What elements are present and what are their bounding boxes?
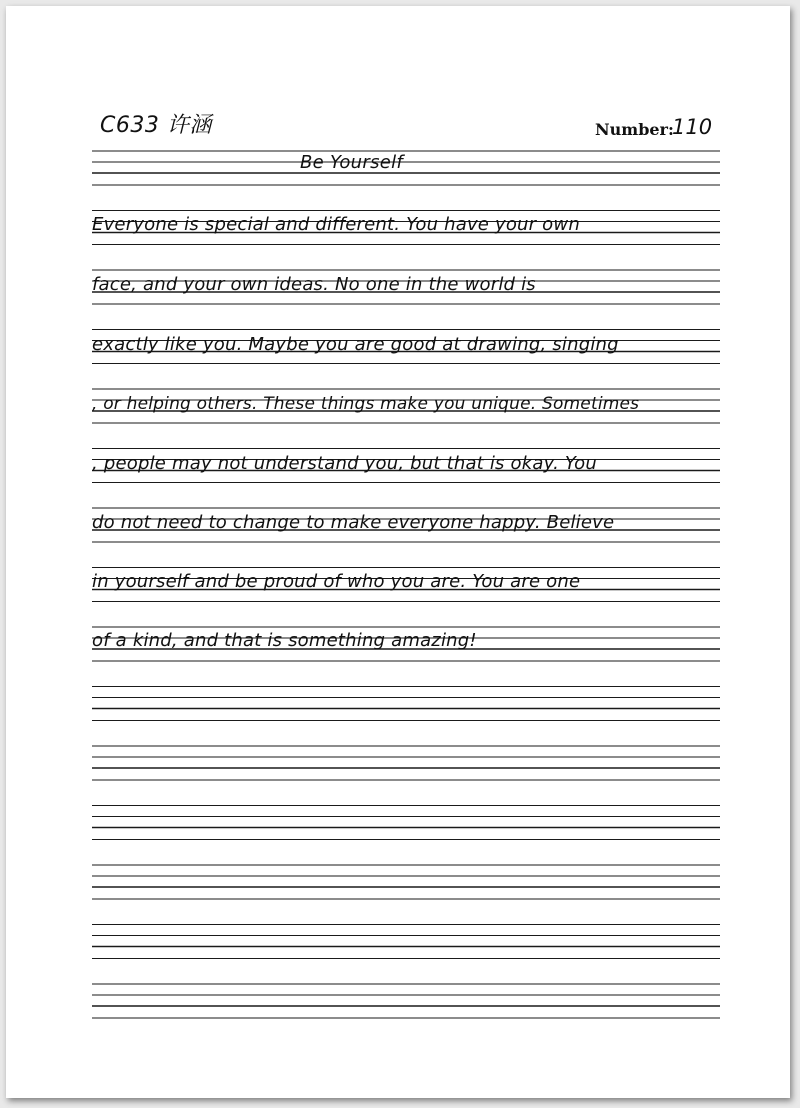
number-value: 110 (672, 115, 713, 139)
number-label: Number: (595, 120, 674, 139)
essay-line-7: in yourself and be proud of who you are. You are one (92, 571, 581, 592)
essay-line-6: do not need to change to make everyone happy. Believe (92, 512, 615, 533)
student-id: C633 许涵 (100, 113, 212, 138)
essay-title: Be Yourself (300, 152, 404, 173)
essay-line-8: of a kind, and that is something amazing! (92, 630, 477, 651)
essay-line-4: , or helping others. These things make you unique. Sometimes (92, 394, 640, 414)
essay-line-2: face, and your own ideas. No one in the world is (92, 274, 536, 295)
essay-line-5: , people may not understand you, but that is okay. You (92, 453, 597, 474)
essay-line-1: Everyone is special and different. You have your own (92, 214, 580, 235)
essay-line-3: exactly like you. Maybe you are good at drawing, singing (92, 334, 619, 355)
